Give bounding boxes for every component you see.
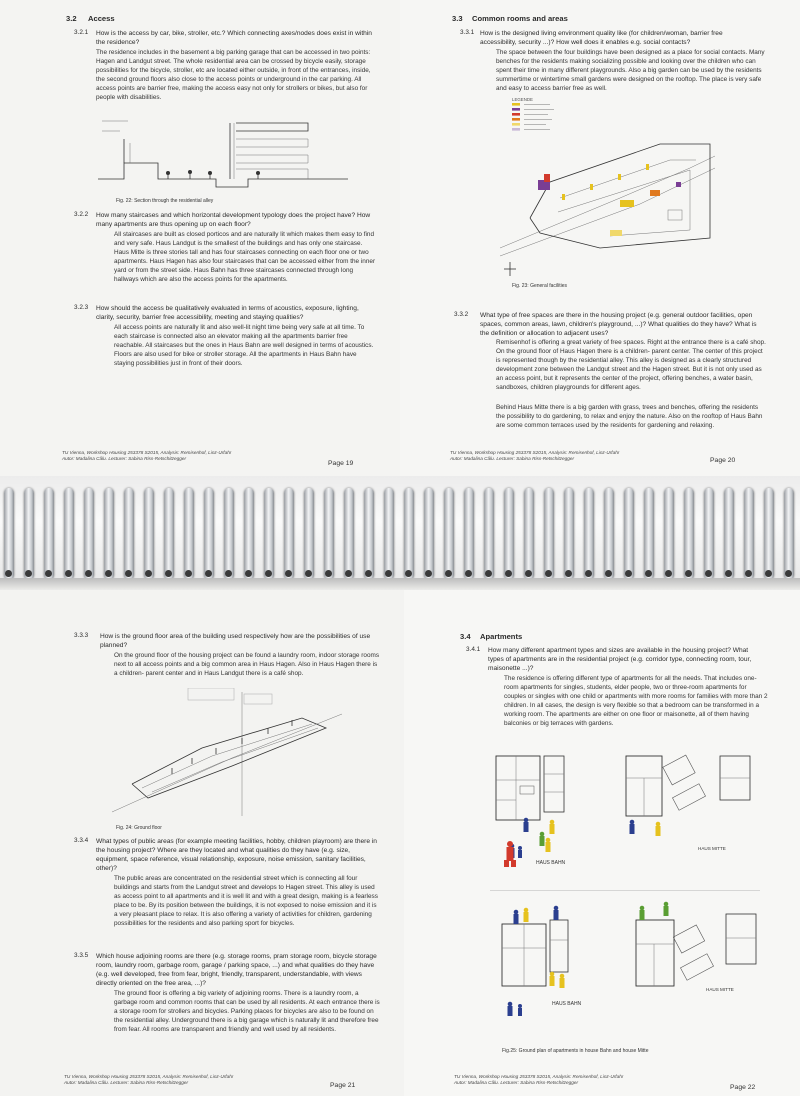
binding-hole (725, 570, 732, 577)
binding-hole (685, 570, 692, 577)
binding-ring (464, 488, 474, 580)
binding-ring (344, 488, 354, 580)
binding-hole (665, 570, 672, 577)
binding-hole (445, 570, 452, 577)
question-number: 3.3.5 (74, 952, 89, 959)
apartment-plans-bottom (490, 890, 770, 1032)
binding-ring (644, 488, 654, 580)
binding-hole (265, 570, 272, 577)
binding-hole (745, 570, 752, 577)
site-plan-drawing (500, 138, 715, 258)
binding-hole (385, 570, 392, 577)
binding-hole (165, 570, 172, 577)
footer-line-2: Autor: Madalina Câlu. Lecturer: Sabina Riss-Retschitzegger (62, 456, 187, 461)
question-number: 3.2.1 (74, 29, 89, 36)
plan-label: HAUS MITTE (698, 846, 726, 851)
answer-text: All access points are naturally lit and also well-lit night time being very safe at all time. To each staircase is connected also an elevator making all the apartments barrier free reachable. All staircases but the ones in Haus Bahn are well designed in terms of acoustics. Floors are also used for bike or stroller storage. All the apartments in Haus Bahn have staying possibilities just in front of their doors. (114, 324, 374, 367)
binding-hole (505, 570, 512, 577)
binding-ring (364, 488, 374, 580)
binding-hole (465, 570, 472, 577)
ground-floor-drawing (112, 688, 342, 818)
answer-text: The public areas are concentrated on the residential street which is connecting all four buildings and starts from the Landgut street and develops to Hagen street. This alley is used as access point to all apartments and it is well lit and with a great design, making is a fearless place to be. By its position between the buildings, it is not exposed to noise emission and it is a very pleasant place to relax. It is also offering a variety of activities for children, gardening possibilities for the residents and also parking sport for bicycles. (114, 875, 378, 927)
binding-ring (384, 488, 394, 580)
question-text: How many staircases and which horizontal development typology does the project have? How many apartments are thus opening up on each floor? (96, 212, 371, 228)
binding-hole (585, 570, 592, 577)
binding-hole (245, 570, 252, 577)
page-22 (404, 590, 800, 1096)
binding-ring (684, 488, 694, 580)
binding-ring (664, 488, 674, 580)
binding-ring (284, 488, 294, 580)
binding-hole (605, 570, 612, 577)
binding-ring (424, 488, 434, 580)
binding-hole (305, 570, 312, 577)
binding-hole (205, 570, 212, 577)
question-text: How is the access by car, bike, stroller, etc.? Which connecting axes/nodes does exist in within the residence? (96, 30, 372, 46)
binding-hole (625, 570, 632, 577)
plan-label: HAUS MITTE (706, 987, 734, 992)
section-number: 3.2 (66, 14, 77, 23)
binding-ring (104, 488, 114, 580)
binding-hole (645, 570, 652, 577)
binding-ring (524, 488, 534, 580)
binding-hole (485, 570, 492, 577)
binding-ring (784, 488, 794, 580)
page-number: Page 21 (330, 1082, 356, 1089)
north-arrow-icon (504, 262, 516, 276)
binding-ring (304, 488, 314, 580)
footer-line-2: Autor: Madalina Câlu. Lecturer: Sabina Riss-Retschitzegger (454, 1080, 579, 1085)
question-text: Which house adjoining rooms are there (e.g. storage rooms, pram storage room, bicycle storage room, laundry room, garbage room, garage / parking space, ...) and what qualities do they have (e.g. well developed, free from fear, bright, friendly, transparent, understandable, with views directly oriented on the free area, ...)? (96, 953, 377, 987)
binding-hole (145, 570, 152, 577)
binding-ring (624, 488, 634, 580)
binding-hole (105, 570, 112, 577)
footer-line-2: Autor: Madalina Câlu. Lecturer: Sabina Riss-Retschitzegger (64, 1080, 189, 1085)
binding-ring (144, 488, 154, 580)
binding-ring (404, 488, 414, 580)
binding-ring (64, 488, 74, 580)
question-number: 3.3.3 (74, 632, 89, 639)
binding-ring (584, 488, 594, 580)
binding-ring (604, 488, 614, 580)
binding-ring (324, 488, 334, 580)
binding-ring (724, 488, 734, 580)
footer-line-2: Autor: Madalina Câlu. Lecturer: Sabina Riss-Retschitzegger (450, 456, 575, 461)
footer-line-1: TU Vienna, Workshop Housing 253378 S2015, Analysis: Remisenhof, Linz-Urfahr (454, 1074, 624, 1079)
figure-caption: Fig. 22: Section through the residential alley (116, 198, 214, 204)
binding-hole (5, 570, 12, 577)
binding-ring (504, 488, 514, 580)
section-number: 3.3 (452, 14, 463, 23)
binding-hole (285, 570, 292, 577)
binding-hole (25, 570, 32, 577)
binding-hole (345, 570, 352, 577)
section-title: Apartments (480, 632, 523, 641)
red-figures (500, 840, 520, 868)
section-number: 3.4 (460, 632, 471, 641)
figure-caption: Fig. 24: Ground floor (116, 825, 162, 831)
question-number: 3.3.4 (74, 837, 89, 844)
answer-text: All staircases are built as closed porticos and are naturally lit which makes them easy to find and very safe. Haus Landgut is the smallest of the buildings and has only one staircase. Haus Mitte is three stories tall and has four staircases connecting on each floor one or two apartments. Haus Hagen has also four staircases that can be accessed either from the inner yard or from the street side. Haus Bahn has three staircases connected through long hallways which are also the access points for the apartments. (114, 231, 376, 283)
binding-ring (264, 488, 274, 580)
binding-ring (224, 488, 234, 580)
answer-text: The space between the four buildings have been designed as a place for social contacts. Many benches for the residents making socializing possible and looking over the children who can spent their time in many different playgrounds. Also a big garden can be used by the residents summertime or wintertime small gardens were designed on the rooftop. The place is very safe and easy to access barrier free as well. (496, 49, 765, 92)
binding-ring (124, 488, 134, 580)
binding-hole (225, 570, 232, 577)
question-number: 3.2.3 (74, 304, 89, 311)
binding-hole (325, 570, 332, 577)
question-text: How many different apartment types and sizes are available in the housing project? What types of apartments are in the residential project (e.g. corridor type, connecting room, tour, maisonette ...)? (488, 647, 752, 672)
binding-ring (184, 488, 194, 580)
binding-hole (785, 570, 792, 577)
binding-ring (204, 488, 214, 580)
answer-text: The residence is offering different type of apartments for all the needs. That includes one-room apartments for singles, students, elder people, two or three-room apartments for couples or singles with one child or apartments with more rooms for families with more than 2 children. In all cases, the design is very flexible so that a bedroom can be transformed in a working room. The apartments are either on one floor or maisonette, all of them having balconies or big terraces with gardens. (504, 675, 768, 727)
binding-hole (65, 570, 72, 577)
binding-ring (484, 488, 494, 580)
binding-hole (705, 570, 712, 577)
section-title: Access (88, 14, 115, 23)
binding-ring (704, 488, 714, 580)
spiral-binding (0, 476, 800, 590)
legend-title: LEGENDE (512, 97, 533, 102)
section-title: Common rooms and areas (472, 14, 568, 23)
binding-ring (4, 488, 14, 580)
page-number: Page 20 (710, 457, 736, 464)
apartment-plans-top (490, 750, 770, 865)
binding-ring (244, 488, 254, 580)
answer-text: The residence includes in the basement a big parking garage that can be accessed in two points: Hagen and Landgut street. The whole residential area can be crossed by bicycle easily, storage possibilities for the bicycle, stroller, etc are located either outside, in front of the entrances, inside, the second ground floors also close to the access points or underground in the car parking. All access points are barrier free, making the access easy not only for strollers or bikes, but also for people with disabilities. (96, 49, 371, 101)
binding-ring (84, 488, 94, 580)
question-text: How is the ground floor area of the building used respectively how are the possibilities of use planned? (100, 633, 371, 649)
site-plan-legend (510, 102, 570, 138)
footer-line-1: TU Vienna, Workshop Housing 253378 S2015, Analysis: Remisenhof, Linz-Urfahr (450, 450, 620, 455)
page-number: Page 22 (730, 1084, 756, 1091)
binding-hole (765, 570, 772, 577)
page-number: Page 19 (328, 460, 354, 467)
binding-hole (85, 570, 92, 577)
question-text: How is the designed living environment quality like (for children/woman, barrier free accessibility, security ...)? How well does it enables e.g. social contacts? (480, 30, 723, 46)
binding-ring (24, 488, 34, 580)
answer-text: On the ground floor of the housing project can be found a laundry room, indoor storage rooms next to all access points and a big common area in Haus Hagen. Also in Haus Hagen there is a children- parent center and in Haus Landgut there is a café shop. (114, 652, 380, 677)
binding-hole (405, 570, 412, 577)
binding-hole (545, 570, 552, 577)
page-20 (400, 0, 800, 476)
binding-hole (565, 570, 572, 577)
binding-hole (185, 570, 192, 577)
answer-text: The ground floor is offering a big variety of adjoining rooms. There is a laundry room, a garbage room and common rooms that can be used by all residents. At each entrance there is a storage room for strollers and bicycles. Parking places for bicycles are also to be found on the residential alley. Underground there is a big garage which is naturally lit and therefore free from fear. All rooms are transparent and friendly and well used by all residents. (114, 990, 380, 1033)
question-number: 3.3.2 (454, 311, 469, 318)
figure-caption: Fig.25: Ground plan of apartments in house Bahn and house Mitte (502, 1048, 649, 1054)
binding-hole (525, 570, 532, 577)
binding-ring (544, 488, 554, 580)
question-text: What type of free spaces are there in the housing project (e.g. general outdoor facilities, open spaces, common areas, lawn, children's playground, ...)? What qualities do they have? What is the definition or allocation to adjacent uses? (480, 312, 757, 337)
section-drawing (98, 117, 348, 193)
answer-text: Behind Haus Mitte there is a big garden with grass, trees and benches, offering the residents the possibility to do gardening, to relax and enjoy the nature. Also on the rooftop of Haus Bahn are some common terraces used by the residents for gardening and relaxing. (496, 404, 763, 429)
question-number: 3.3.1 (460, 29, 475, 36)
answer-text: Remisenhof is offering a great variety of free spaces. Right at the entrance there is a café shop. On the ground floor of Haus Hagen there is a children- parent center. The center of this project is represented though by the residential alley. This alley is designed as a clearly structured development zone between the Landgut street and the Hagen street. But it is not only used as an access point, but it represents the center of the project, offering benches, a water basin, sandboxes, children playgrounds for different ages. (496, 339, 766, 391)
plan-label: HAUS BAHN (536, 860, 566, 866)
plan-label: HAUS BAHN (552, 1001, 582, 1007)
binding-hole (365, 570, 372, 577)
question-number: 3.4.1 (466, 646, 481, 653)
question-text: What types of public areas (for example meeting facilities, hobby, children playroom) are there in the housing project? Where are they located and what qualities do they have (e.g. size, equipment, space reference, visual relationship, exposure, noise emission, sanitary facilities, other)? (96, 838, 377, 872)
binding-hole (45, 570, 52, 577)
binding-ring (744, 488, 754, 580)
footer-line-1: TU Vienna, Workshop Housing 253378 S2015, Analysis: Remisenhof, Linz-Urfahr (62, 450, 232, 455)
binding-ring (44, 488, 54, 580)
page-19 (0, 0, 400, 476)
binding-ring (164, 488, 174, 580)
figure-caption: Fig. 23: General facilities (512, 283, 568, 289)
binding-hole (425, 570, 432, 577)
binding-ring (564, 488, 574, 580)
page-21 (0, 590, 404, 1096)
question-number: 3.2.2 (74, 211, 89, 218)
question-text: How should the access be qualitatively evaluated in terms of acoustics, exposure, lighting, clarity, security, barrier free accessibility, meeting and staying qualities? (96, 305, 359, 321)
binding-hole (125, 570, 132, 577)
footer-line-1: TU Vienna, Workshop Housing 253378 S2015, Analysis: Remisenhof, Linz-Urfahr (64, 1074, 234, 1079)
binding-ring (764, 488, 774, 580)
binding-ring (444, 488, 454, 580)
